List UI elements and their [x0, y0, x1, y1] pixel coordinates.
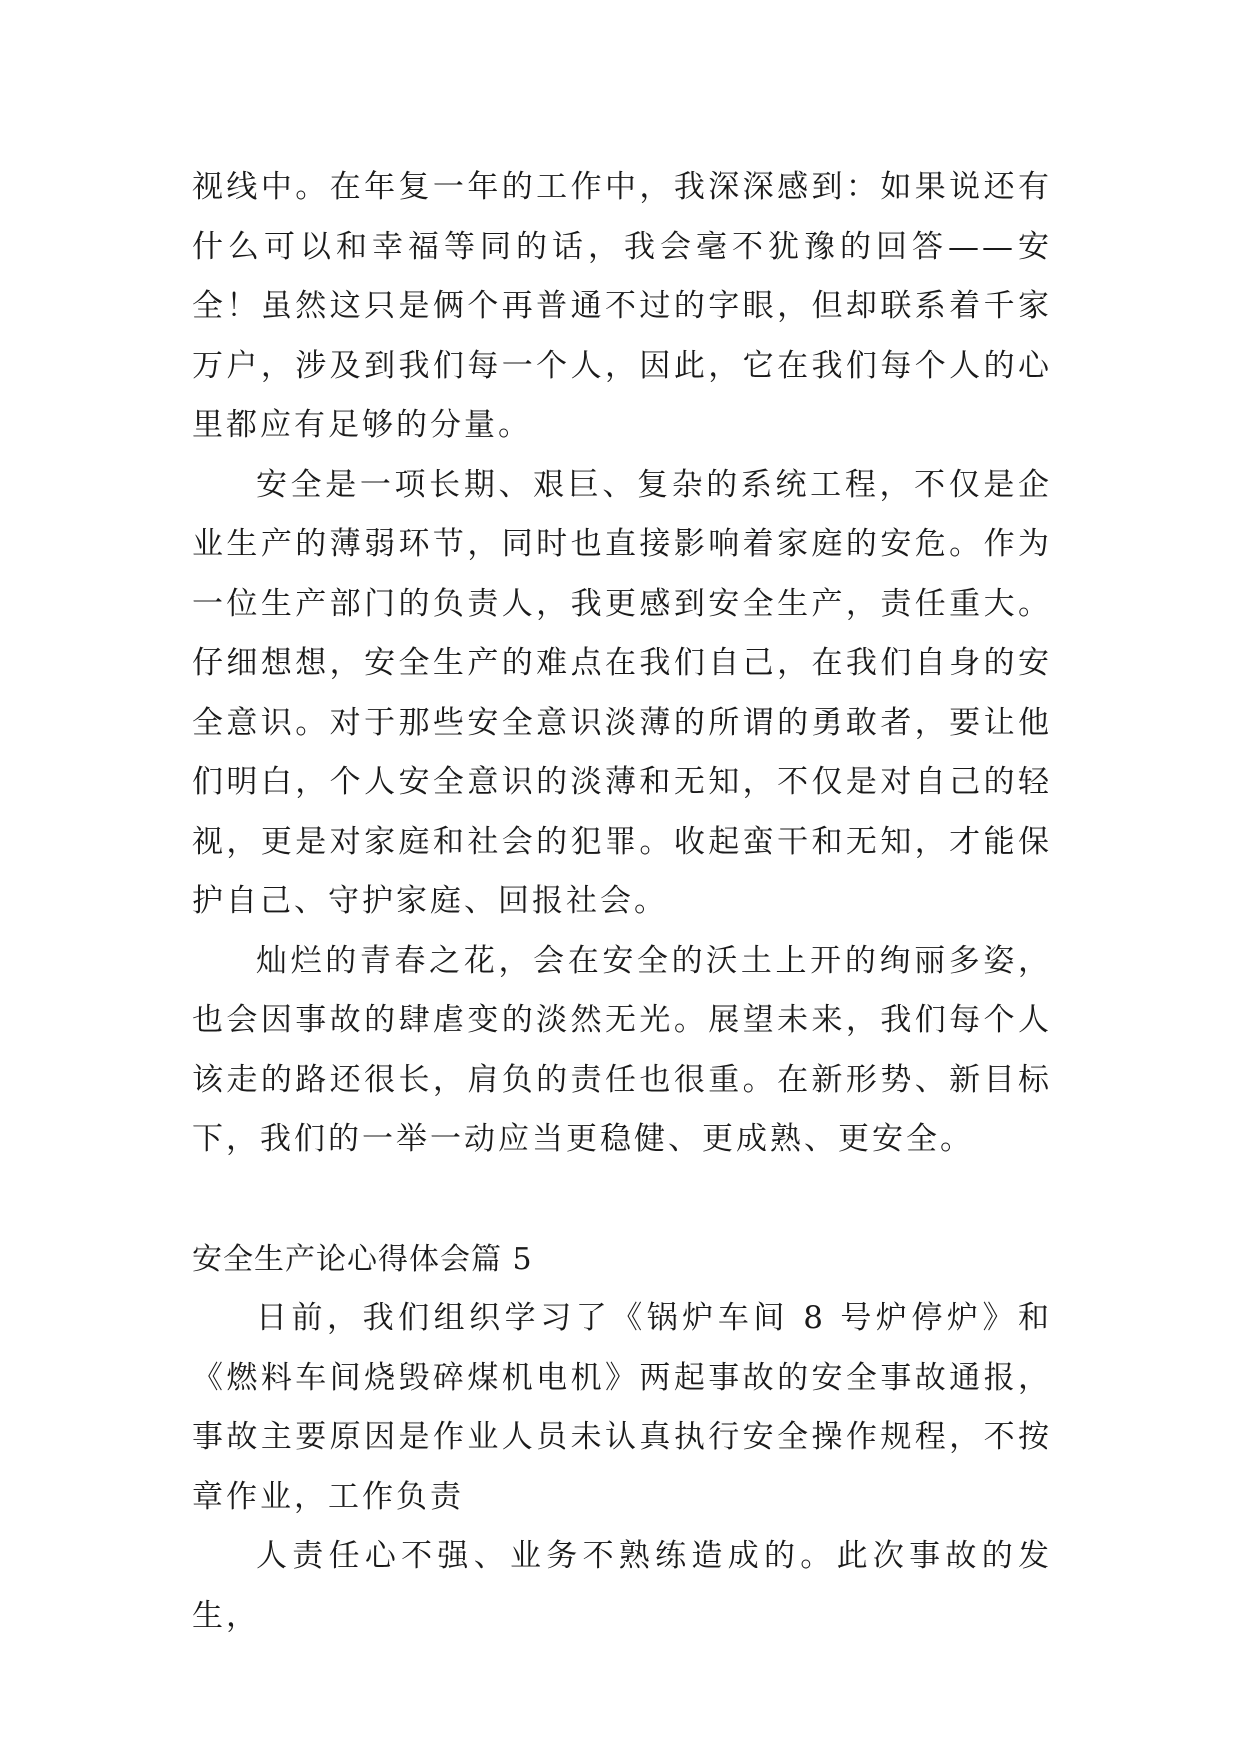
paragraph-youth-flower: 灿烂的青春之花，会在安全的沃土上开的绚丽多姿，也会因事故的肆虐变的淡然无光。展望未来，我们每个人该走的路还很长，肩负的责任也很重。在新形势、新目标下，我们的一举一动应当更稳健、更成熟、更安全。 — [192, 942, 1052, 1157]
paragraph-safety-engineering: 安全是一项长期、艰巨、复杂的系统工程，不仅是企业生产的薄弱环节，同时也直接影响着家庭的安危。作为一位生产部门的负责人，我更感到安全生产，责任重大。仔细想想，安全生产的难点在我们自己，在我们自身的安全意识。对于那些安全意识淡薄的所谓的勇敢者，要让他们明白，个人安全意识的淡薄和无知，不仅是对自己的轻视，更是对家庭和社会的犯罪。收起蛮干和无知，才能保护自己、守护家庭、回报社会。 — [192, 466, 1052, 919]
paragraph-accident-cause: 人责任心不强、业务不熟练造成的。此次事故的发生， — [192, 1538, 1052, 1634]
section-title: 安全生产论心得体会篇 5 — [192, 1241, 533, 1277]
section-spacer — [192, 1170, 1052, 1230]
paragraph-safety-happiness: 视线中。在年复一年的工作中，我深深感到：如果说还有什么可以和幸福等同的话，我会毫不犹豫的回答——安全！虽然这只是俩个再普通不过的字眼，但却联系着千家万户，涉及到我们每一个人，因此，它在我们每个人的心里都应有足够的分量。 — [192, 169, 1052, 443]
paragraph-accident-report: 日前，我们组织学习了《锅炉车间 8 号炉停炉》和《燃料车间烧毁碎煤机电机》两起事故的安全事故通报，事故主要原因是作业人员未认真执行安全操作规程，不按章作业，工作负责 — [192, 1300, 1052, 1515]
document-body — [192, 158, 1052, 1646]
